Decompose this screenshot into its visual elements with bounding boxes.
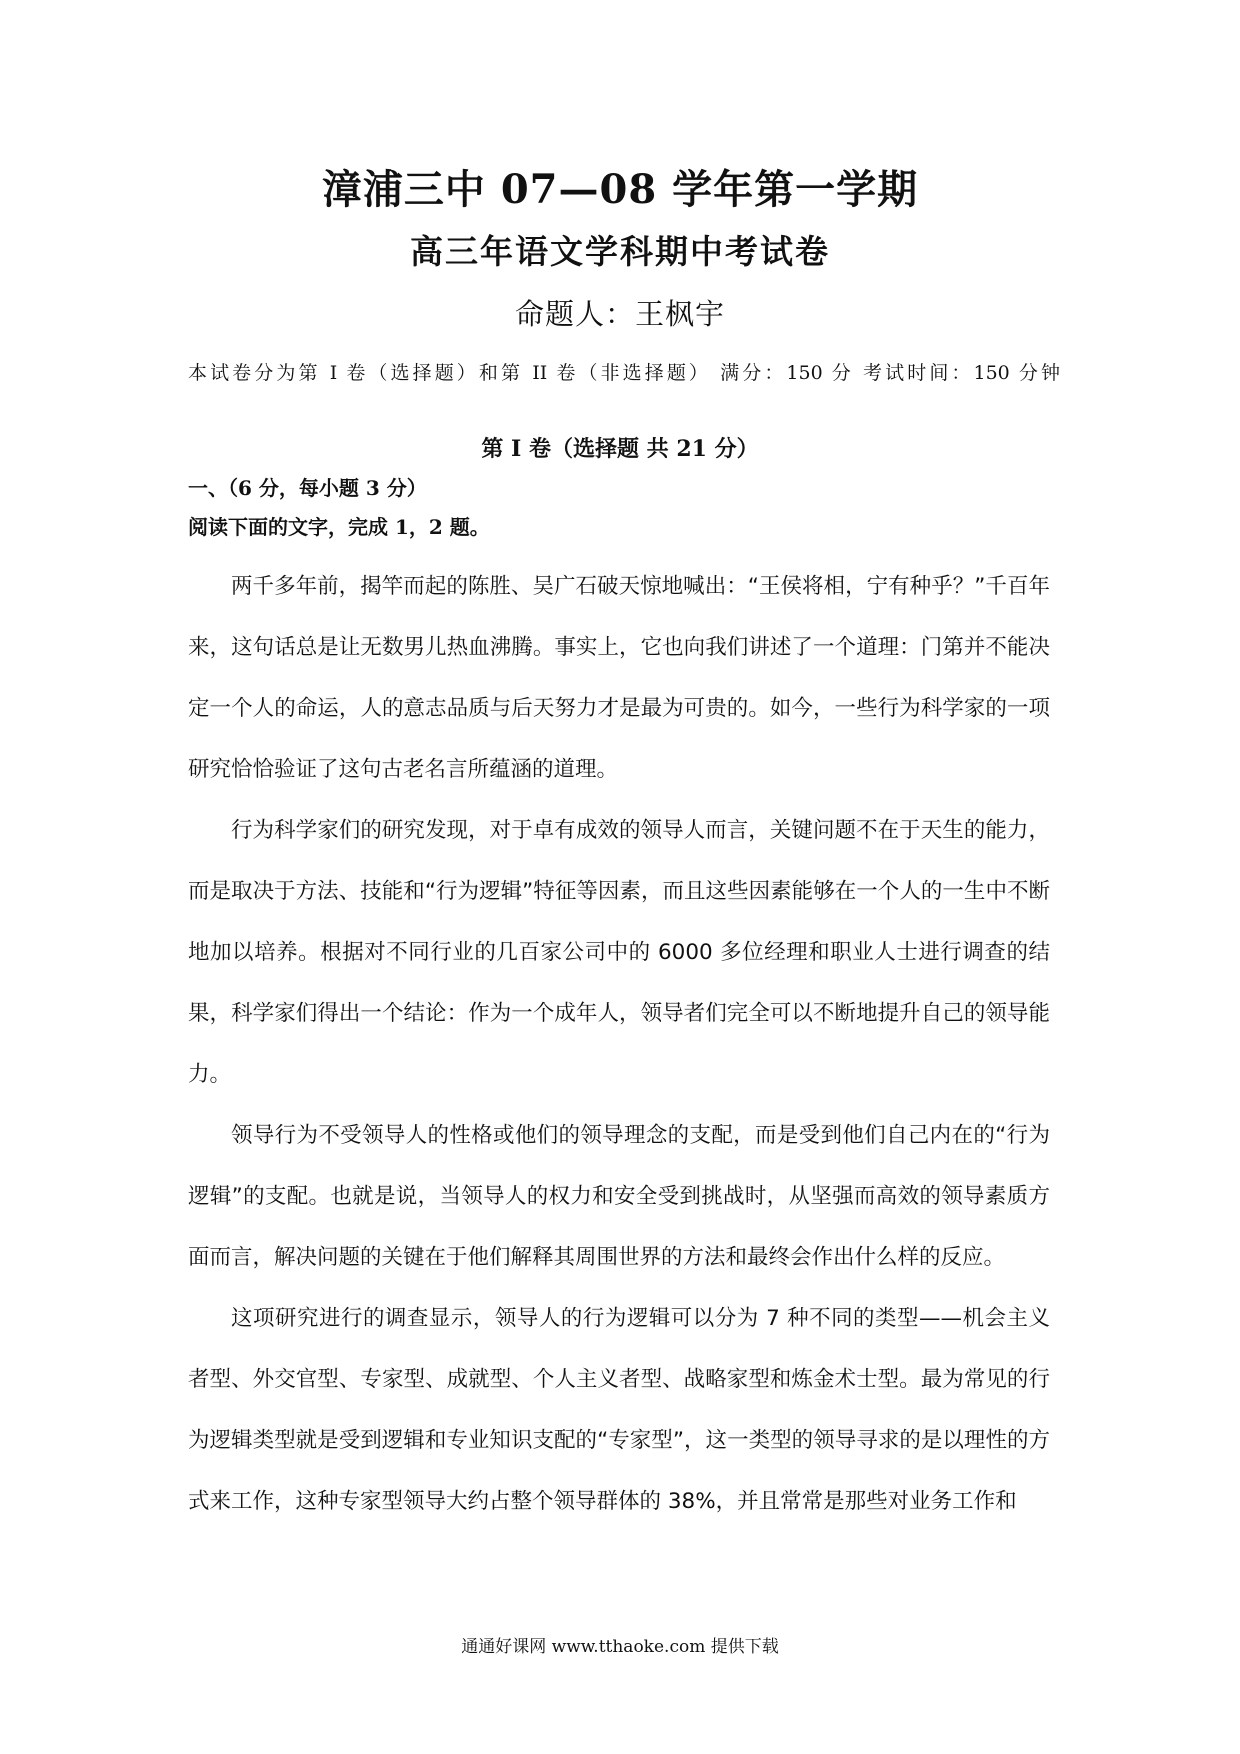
passage-paragraph: 领导行为不受领导人的性格或他们的领导理念的支配，而是受到他们自己内在的“行为逻辑”的支配。也就是说，当领导人的权力和安全受到挑战时，从坚强而高效的领导素质方面而言，解决问题的关键在于他们解释其周围世界的方法和最终会作出什么样的反应。: [188, 1123, 1050, 1270]
exam-info-line: 本试卷分为第 I 卷（选择题）和第 II 卷（非选择题） 满分：150 分 考试时间：150 分钟: [188, 362, 1060, 384]
section-heading: 第 I 卷（选择题 共 21 分）: [481, 436, 759, 462]
exam-title: 漳浦三中 07—08 学年第一学期: [321, 166, 919, 213]
question-instruction: 阅读下面的文字，完成 1，2 题。: [188, 515, 490, 539]
question-label: 一、（6 分，每小题 3 分）: [188, 476, 427, 500]
passage-paragraph: 这项研究进行的调查显示，领导人的行为逻辑可以分为 7 种不同的类型——机会主义者型、外交官型、专家型、成就型、个人主义者型、战略家型和炼金术士型。最为常见的行为逻辑类型就是受到逻辑和专业知识支配的“专家型”，这一类型的领导寻求的是以理性的方式来工作，这种专家型领导大约占整个领导群体的 38%，并且常常是那些对业务工作和: [188, 1306, 1050, 1514]
passage-paragraph: 两千多年前，揭竿而起的陈胜、吴广石破天惊地喊出：“王侯将相，宁有种乎？”千百年来，这句话总是让无数男儿热血沸腾。事实上，它也向我们讲述了一个道理：门第并不能决定一个人的命运，人的意志品质与后天努力才是最为可贵的。如今，一些行为科学家的一项研究恰恰验证了这句古老名言所蕴涵的道理。: [188, 574, 1050, 782]
footer-credit: 通通好课网 www.tthaoke.com 提供下载: [461, 1637, 779, 1657]
reading-passage: [188, 556, 1050, 1532]
exam-author: 命题人：王枫宇: [514, 297, 725, 331]
passage-paragraph: 行为科学家们的研究发现，对于卓有成效的领导人而言，关键问题不在于天生的能力，而是取决于方法、技能和“行为逻辑”特征等因素，而且这些因素能够在一个人的一生中不断地加以培养。根据对不同行业的几百家公司中的 6000 多位经理和职业人士进行调查的结果，科学家们得出一个结论：作为一个成年人，领导者们完全可以不断地提升自己的领导能力。: [188, 818, 1050, 1087]
exam-subtitle: 高三年语文学科期中考试卷: [410, 232, 830, 271]
